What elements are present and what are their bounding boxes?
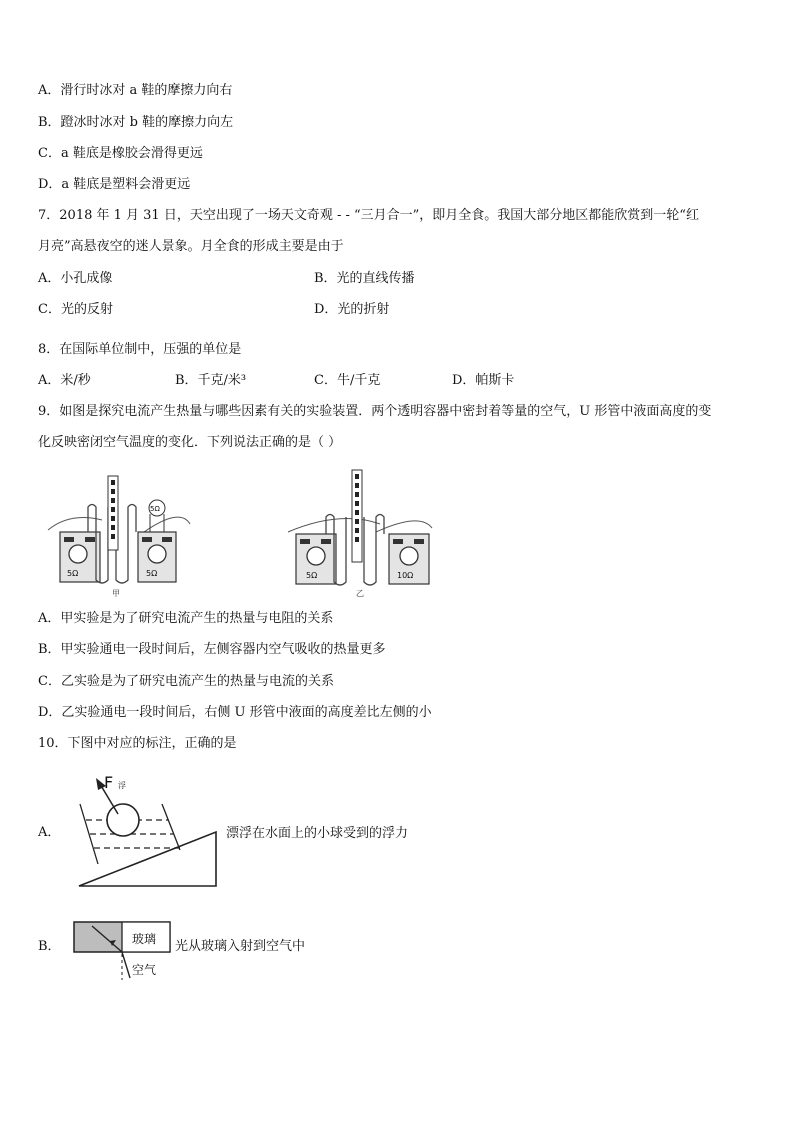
floating-ball-figure (76, 768, 221, 890)
ball (107, 804, 139, 836)
q9-option-a: A．甲实验是为了研究电流产生的热量与电阻的关系 (38, 611, 334, 626)
q6-option-b: B．蹬冰时冰对 b 鞋的摩擦力向左 (38, 115, 234, 130)
apparatus-yi (288, 470, 432, 598)
q9-option-c: C．乙实验是为了研究电流产生的热量与电流的关系 (38, 674, 334, 689)
glass-label: 玻璃 (132, 932, 157, 946)
q8-option-d: D．帕斯卡 (452, 373, 515, 388)
caption-jia: 甲 (112, 589, 120, 598)
q6-option-d: D．a 鞋底是塑料会滑更远 (38, 177, 191, 192)
force-label: F (104, 773, 114, 792)
q10-option-a-text: 漂浮在水面上的小球受到的浮力 (226, 826, 409, 841)
q10-option-a-label: A． (38, 825, 61, 840)
q7-stem-line1: 7．2018 年 1 月 31 日，天空出现了一场天文奇观 - - “三月合一”，即月全食。我国大部分地区都能欣赏到一轮“红 (38, 208, 699, 223)
caption-yi: 乙 (356, 589, 364, 598)
q9-option-b: B．甲实验通电一段时间后，左侧容器内空气吸收的热量更多 (38, 642, 386, 657)
q8-option-b: B．千克/米³ (175, 373, 247, 388)
q6-option-c: C．a 鞋底是橡胶会滑得更远 (38, 146, 203, 161)
q7-option-c: C．光的反射 (38, 302, 113, 317)
q7-option-a: A．小孔成像 (38, 271, 113, 286)
force-subscript: 浮 (118, 781, 126, 790)
q9-option-d: D．乙实验通电一段时间后，右侧 U 形管中液面的高度差比左侧的小 (38, 705, 432, 720)
q10-option-b-label: B． (38, 939, 61, 954)
left-resistor-label-yi: 5Ω (306, 571, 318, 580)
q10-stem: 10．下图中对应的标注，正确的是 (38, 736, 237, 751)
q9-stem-line2: 化反映密闭空气温度的变化．下列说法正确的是（ ） (38, 435, 342, 450)
q7-option-d: D．光的折射 (314, 302, 390, 317)
q8-stem: 8．在国际单位制中，压强的单位是 (38, 342, 242, 357)
air-label: 空气 (132, 963, 157, 977)
left-resistor-label: 5Ω (67, 569, 79, 578)
refraction-figure (72, 918, 174, 982)
q8-option-a: A．米/秒 (38, 373, 91, 388)
q9-stem-line1: 9．如图是探究电流产生热量与哪些因素有关的实验装置．两个透明容器中密封着等量的空气，U 形管中液面高度的变 (38, 404, 712, 419)
q7-option-b: B．光的直线传播 (314, 271, 415, 286)
apparatus-jia (48, 476, 190, 598)
q8-option-c: C．牛/千克 (314, 373, 381, 388)
q6-option-a: A．滑行时冰对 a 鞋的摩擦力向右 (38, 83, 233, 98)
q7-stem-line2: 月亮”高悬夜空的迷人景象。月全食的形成主要是由于 (38, 239, 344, 254)
joule-heat-experiment-figure (40, 462, 440, 602)
right-resistor-label: 5Ω (146, 569, 158, 578)
parallel-resistor-label: 5Ω (150, 505, 160, 513)
q10-option-b-text: 光从玻璃入射到空气中 (175, 939, 306, 954)
right-resistor-label-yi: 10Ω (397, 571, 414, 580)
